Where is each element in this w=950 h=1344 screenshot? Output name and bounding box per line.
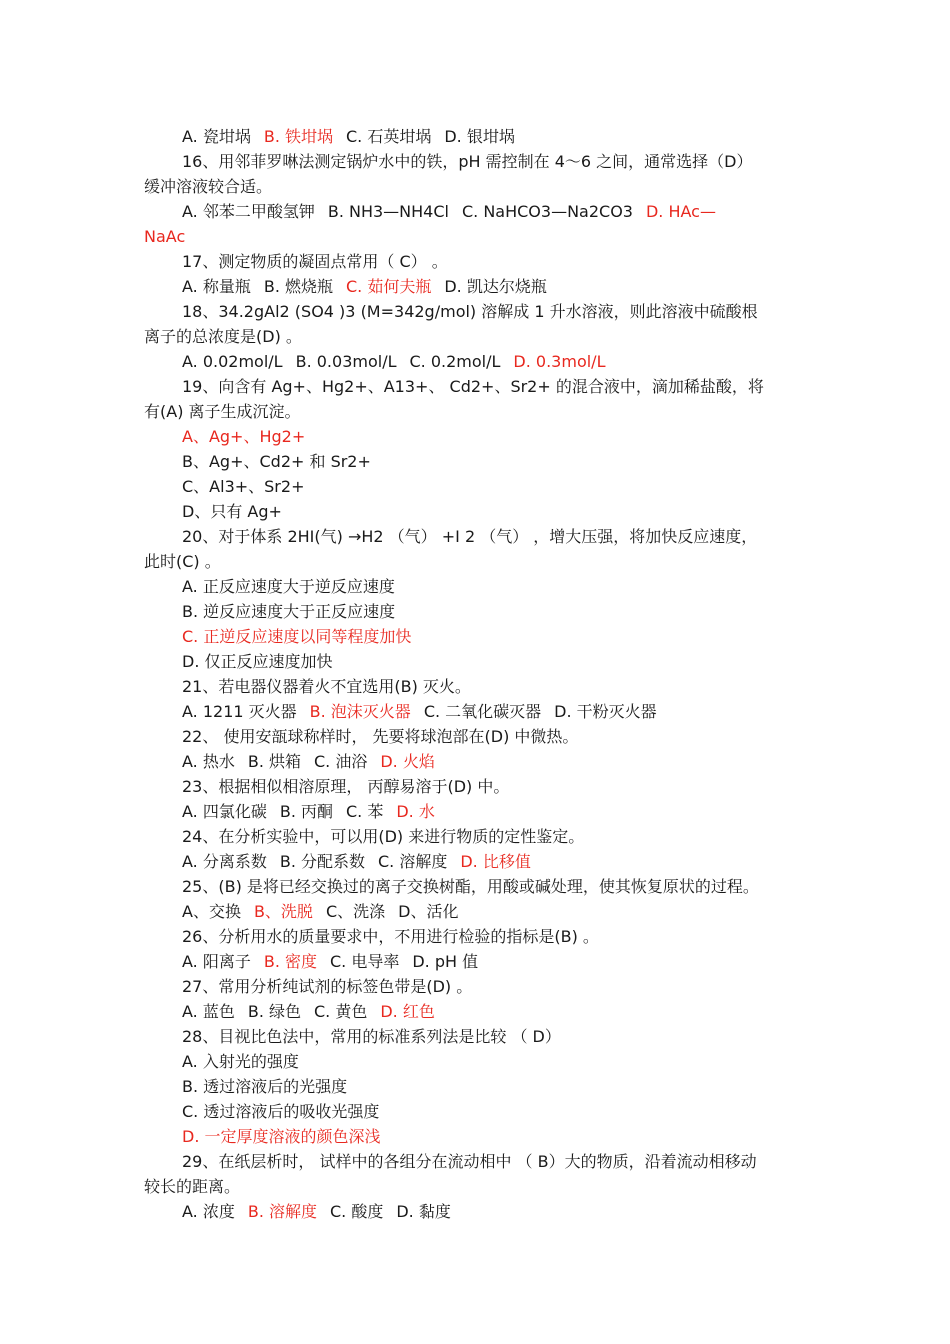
question-text: 16、用邻菲罗啉法测定锅炉水中的铁，pH 需控制在 4～6 之间，通常选择（D） [182,152,753,171]
question-27 [182,977,472,997]
options-25 [182,902,458,922]
option-text: A. 正反应速度大于逆反应速度 [182,577,395,596]
option-text: D. 一定厚度溶液的颜色深浅 [182,1127,381,1146]
option-text: C、Al3+、Sr2+ [182,477,305,496]
question-text: 18、34.2gAl2 (SO4 )3 (M=342g/mol) 溶解成 1 升水溶液，则此溶液中硫酸根 [182,302,758,321]
question-text: 19、向含有 Ag+、Hg2+、A13+、 Cd2+、Sr2+ 的混合液中，滴加稀盐酸，将 [182,377,764,396]
question-29-cont [144,1177,240,1197]
option-c: C. 油浴 [314,752,368,771]
answer-option-b: B. 铁坩埚 [263,127,333,146]
option-d: D、活化 [398,902,459,921]
question-text: 23、根据相似相溶原理， 丙醇易溶于(D) 中。 [182,777,510,796]
question-text: 25、(B) 是将已经交换过的离子交换树酯，用酸或碱处理，使其恢复原状的过程。 [182,877,759,896]
options-24 [182,852,531,872]
options-21 [182,702,657,722]
question-17 [182,252,448,272]
option-d: D. 银坩埚 [444,127,515,146]
question-text: 22、 使用安瓿球称样时， 先要将球泡部在(D) 中微热。 [182,727,579,746]
answer-option-d: D. 0.3mol/L [513,352,606,371]
options-18 [182,352,605,372]
option-text: D、只有 Ag+ [182,502,282,521]
option-a [182,577,395,597]
option-b: B. 0.03mol/L [295,352,397,371]
question-text: 24、在分析实验中，可以用(D) 来进行物质的定性鉴定。 [182,827,585,846]
answer-option-b: B、洗脱 [253,902,313,921]
option-b [182,602,395,622]
answer-option-c [182,627,411,647]
question-20 [182,527,757,547]
option-a: A. 四氯化碳 [182,802,267,821]
option-c: C、洗涤 [325,902,386,921]
option-a: A. 瓷坩埚 [182,127,251,146]
question-text: 离子的总浓度是(D) 。 [144,327,302,346]
question-29 [182,1152,757,1172]
option-c: C. 苯 [346,802,384,821]
option-a [182,1052,299,1072]
answer-option-b: B. 溶解度 [247,1202,317,1221]
option-c [182,1102,379,1122]
question-18-cont [144,327,302,347]
question-28 [182,1027,561,1047]
option-a: A. 浓度 [182,1202,235,1221]
line-1 [182,127,515,147]
option-a: A. 1211 灭火器 [182,702,297,721]
option-a: A. 阳离子 [182,952,251,971]
answer-option-d: D. 火焰 [380,752,435,771]
option-b: B. 分配系数 [279,852,365,871]
option-a: A. 热水 [182,752,235,771]
answer-option-d [182,1127,381,1147]
question-text: 此时(C) 。 [144,552,221,571]
option-c: C. 石英坩埚 [346,127,432,146]
question-26 [182,927,599,947]
question-21 [182,677,471,697]
question-text: 21、若电器仪器着火不宜选用(B) 灭火。 [182,677,471,696]
question-24 [182,827,584,847]
option-c: C. 电导率 [330,952,400,971]
option-c: C. 0.2mol/L [409,352,501,371]
option-b: B. 绿色 [247,1002,301,1021]
answer-option-a [182,427,305,447]
option-text: D. 仅正反应速度加快 [182,652,333,671]
question-19 [182,377,764,397]
answer-option-d-cont: NaAc [144,227,186,246]
answer-option-b: B. 泡沫灭火器 [309,702,411,721]
option-a: A. 称量瓶 [182,277,251,296]
options-23 [182,802,435,822]
option-d: D. 干粉灭火器 [554,702,657,721]
options-26 [182,952,478,972]
option-b [182,452,371,472]
option-text: A. 入射光的强度 [182,1052,299,1071]
option-b: B. 丙酮 [279,802,333,821]
question-text: 26、分析用水的质量要求中，不用进行检验的指标是(B) 。 [182,927,599,946]
option-d: D. 黏度 [396,1202,451,1221]
option-text: C. 正逆反应速度以同等程度加快 [182,627,412,646]
answer-option-b: B. 密度 [263,952,317,971]
option-a: A、交换 [182,902,241,921]
answer-option-d: D. 红色 [380,1002,435,1021]
option-c: C. NaHCO3—Na2CO3 [461,202,633,221]
question-text: 缓冲溶液较合适。 [144,177,273,196]
options-16 [182,202,716,222]
question-text: 有(A) 离子生成沉淀。 [144,402,301,421]
option-text: B. 逆反应速度大于正反应速度 [182,602,396,621]
question-text: 27、常用分析纯试剂的标签色带是(D) 。 [182,977,473,996]
answer-option-d: D. HAc— [645,202,716,221]
option-c [182,477,304,497]
question-23 [182,777,509,797]
question-text: 17、测定物质的凝固点常用（ C） 。 [182,252,448,271]
option-b: B. 烘箱 [247,752,301,771]
question-22 [182,727,578,747]
question-text: 20、对于体系 2HI(气) →H2 （气） +I 2 （气） ，增大压强，将加快反应速度， [182,527,758,546]
answer-option-d: D. 比移值 [460,852,531,871]
option-d [182,502,282,522]
option-c: C. 溶解度 [378,852,448,871]
option-text: B. 透过溶液后的光强度 [182,1077,348,1096]
option-c: C. 黄色 [314,1002,368,1021]
option-b [182,1077,347,1097]
question-text: 29、在纸层析时， 试样中的各组分在流动相中 （ B）大的物质，沿着流动相移动 [182,1152,757,1171]
option-b: B. 燃烧瓶 [263,277,333,296]
option-text: C. 透过溶液后的吸收光强度 [182,1102,380,1121]
option-d: D. pH 值 [412,952,479,971]
question-16 [182,152,753,172]
option-a: A. 蓝色 [182,1002,235,1021]
option-d: D. 凯达尔烧瓶 [444,277,547,296]
options-17 [182,277,547,297]
options-22 [182,752,435,772]
question-16-cont [144,177,272,197]
options-16-cont [144,227,185,247]
answer-option-d: D. 水 [396,802,435,821]
option-a: A. 0.02mol/L [182,352,283,371]
question-18 [182,302,758,322]
question-19-cont [144,402,301,422]
answer-option-c: C. 茹何夫瓶 [346,277,432,296]
option-a: A. 邻苯二甲酸氢钾 [182,202,315,221]
question-text: 28、目视比色法中，常用的标准系列法是比较 （ D） [182,1027,561,1046]
question-25 [182,877,759,897]
options-27 [182,1002,435,1022]
question-text: 较长的距离。 [144,1177,241,1196]
option-text: A、Ag+、Hg2+ [182,427,306,446]
option-d [182,652,333,672]
option-c: C. 酸度 [330,1202,384,1221]
options-29 [182,1202,451,1222]
option-b: B. NH3—NH4Cl [327,202,449,221]
option-c: C. 二氧化碳灭器 [423,702,542,721]
option-a: A. 分离系数 [182,852,267,871]
question-20-cont [144,552,221,572]
option-text: B、Ag+、Cd2+ 和 Sr2+ [182,452,371,471]
